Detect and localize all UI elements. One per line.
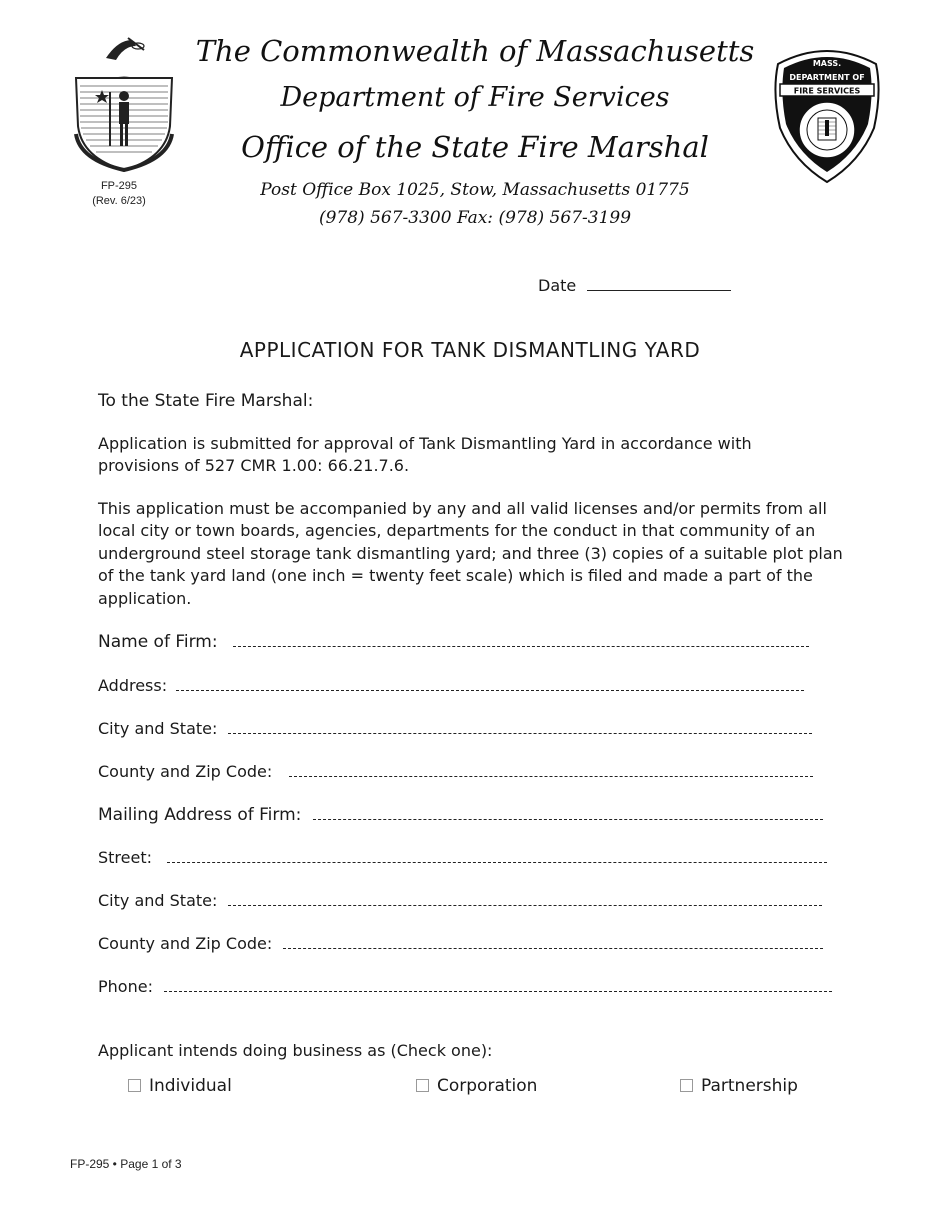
corporation-label: Corporation (437, 1076, 538, 1096)
phone-label: Phone: (98, 977, 153, 996)
street-field[interactable] (98, 848, 827, 867)
intro-paragraph: Application is submitted for approval of Tank Dismantling Yard in accordance with provisions of 527 CMR 1.00: 66.21.7.6. (98, 434, 752, 476)
mailing-city-state-blank[interactable] (228, 891, 822, 906)
city-state-blank[interactable] (228, 719, 812, 734)
street-label: Street: (98, 848, 153, 867)
date-blank[interactable] (587, 276, 731, 291)
street-blank[interactable] (167, 848, 827, 863)
header-commonwealth: The Commonwealth of Massachusetts (195, 34, 755, 68)
header-phone: (978) 567-3300 Fax: (978) 567-3199 (318, 208, 632, 228)
name-of-firm-label: Name of Firm: (98, 632, 218, 652)
option-partnership[interactable] (680, 1076, 798, 1096)
name-of-firm-blank[interactable] (233, 632, 809, 647)
address-blank[interactable] (176, 676, 804, 691)
mailing-county-zip-blank[interactable] (283, 934, 823, 949)
individual-checkbox[interactable] (128, 1079, 141, 1092)
header-address: Post Office Box 1025, Stow, Massachusetts 01775 (260, 180, 690, 200)
mailing-address-blank[interactable] (313, 805, 823, 820)
salutation: To the State Fire Marshal: (98, 391, 314, 411)
page-footer: FP-295 • Page 1 of 3 (70, 1157, 182, 1171)
badge-middle-text: DEPARTMENT OF (789, 73, 865, 82)
mailing-county-zip-field[interactable] (98, 934, 823, 953)
city-state-field[interactable] (98, 719, 812, 738)
mailing-address-field[interactable] (98, 805, 823, 825)
city-state-label: City and State: (98, 719, 218, 738)
county-zip-blank[interactable] (289, 762, 813, 777)
date-field[interactable] (538, 276, 731, 295)
phone-blank[interactable] (164, 977, 832, 992)
form-revision: (Rev. 6/23) (92, 195, 146, 207)
requirements-paragraph: This application must be accompanied by any and all valid licenses and/or permits from all local city or town boards, agencies, departments for the conduct in that community of an underground steel storage tank dismantling yard; and three (3) copies of a suitable plot plan of the tank yard land (one inch = twenty feet scale) which is filed and made a part of the application. (98, 499, 843, 608)
partnership-label: Partnership (701, 1076, 798, 1096)
mailing-city-state-label: City and State: (98, 891, 218, 910)
phone-field[interactable] (98, 977, 832, 996)
mailing-county-zip-label: County and Zip Code: (98, 934, 273, 953)
mailing-address-label: Mailing Address of Firm: (98, 805, 302, 825)
header-office: Office of the State Fire Marshal (241, 130, 709, 164)
form-number: FP-295 (100, 180, 138, 192)
option-individual[interactable] (128, 1076, 232, 1096)
date-label: Date (538, 276, 577, 295)
option-corporation[interactable] (416, 1076, 537, 1096)
header-department: Department of Fire Services (280, 82, 670, 113)
name-of-firm-field[interactable] (98, 632, 809, 652)
mailing-city-state-field[interactable] (98, 891, 822, 910)
business-type-prompt: Applicant intends doing business as (Check one): (98, 1041, 493, 1060)
fire-services-badge (770, 44, 884, 184)
page-title: APPLICATION FOR TANK DISMANTLING YARD (239, 338, 701, 362)
county-zip-label: County and Zip Code: (98, 762, 273, 781)
badge-banner-text: FIRE SERVICES (793, 86, 861, 96)
partnership-checkbox[interactable] (680, 1079, 693, 1092)
county-zip-field[interactable] (98, 762, 813, 781)
badge-top-text: MASS. (812, 59, 842, 68)
address-field[interactable] (98, 676, 804, 695)
massachusetts-seal (66, 34, 182, 174)
corporation-checkbox[interactable] (416, 1079, 429, 1092)
address-label: Address: (98, 676, 168, 695)
individual-label: Individual (149, 1076, 232, 1096)
